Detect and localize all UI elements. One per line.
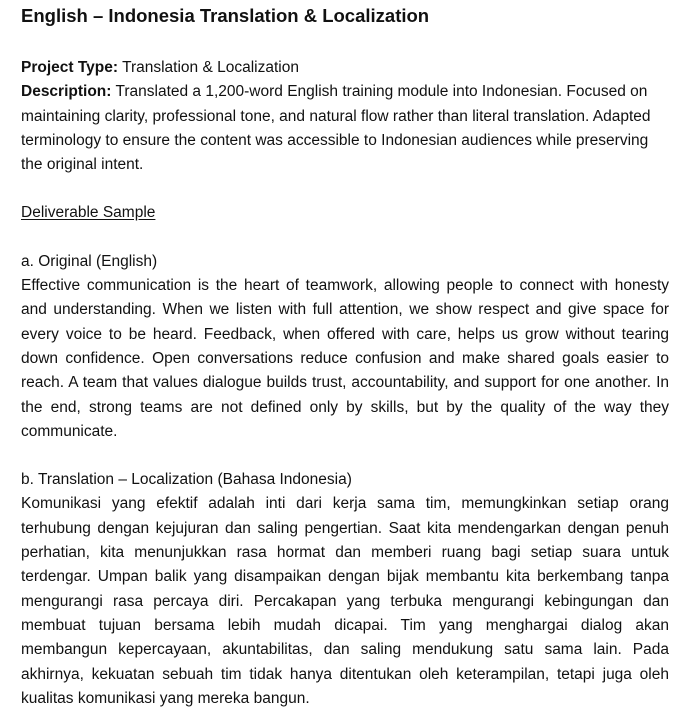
original-section <box>21 250 669 444</box>
project-type-label: Project Type: <box>21 59 119 76</box>
translation-text: Komunikasi yang efektif adalah inti dari kerja sama tim, memungkinkan setiap orang terhubung dengan kejujuran dan saling pengertian. Saat kita mendengarkan dengan penuh perhatian, kita menunjukkan rasa hormat dan memberi ruang bagi setiap suara untuk terdengar. Umpan balik yang disampaikan dengan bijak membantu kita berkembang tanpa mengurangi rasa percaya diri. Percakapan yang terbuka mengurangi kebingungan dan membuat tujuan bersama lebih mudah dicapai. Tim yang menghargai dialog akan membangun kepercayaan, akuntabilitas, dan saling mendukung satu sama lain. Pada akhirnya, kekuatan sebuah tim tidak hanya ditentukan oleh keterampilan, tetapi juga oleh kualitas komunikasi yang mereka bangun. <box>21 495 669 707</box>
translation-section <box>21 468 669 711</box>
project-type-value: Translation & Localization <box>118 59 299 76</box>
description-label: Description: <box>21 83 112 101</box>
original-heading: a. Original (English) <box>21 252 158 270</box>
description-paragraph <box>21 80 669 177</box>
deliverable-sample-heading: Deliverable Sample <box>21 204 156 222</box>
original-text: Effective communication is the heart of teamwork, allowing people to connect with honesty and understanding. When we listen with full attention, we show respect and give space for every voice to be heard. Feedback, when offered with care, helps us grow without tearing down confidence. Open conversations reduce confusion and make shared goals easier to reach. A team that values dialogue builds trust, accountability, and support for one another. In the end, strong teams are not defined only by skills, but by the quality of the way they communicate. <box>21 277 669 440</box>
description-text: Translated a 1,200-word English training module into Indonesian. Focused on maintaining clarity, professional tone, and natural flow rather than literal translation. Adapted terminology to ensure the content was accessible to Indonesian audiences while preserving the original intent. <box>21 83 651 174</box>
translation-heading: b. Translation – Localization (Bahasa Indonesia) <box>21 471 352 489</box>
project-type-line <box>21 56 669 80</box>
deliverable-heading <box>21 201 669 225</box>
document-title: English – Indonesia Translation & Localization <box>21 5 430 26</box>
